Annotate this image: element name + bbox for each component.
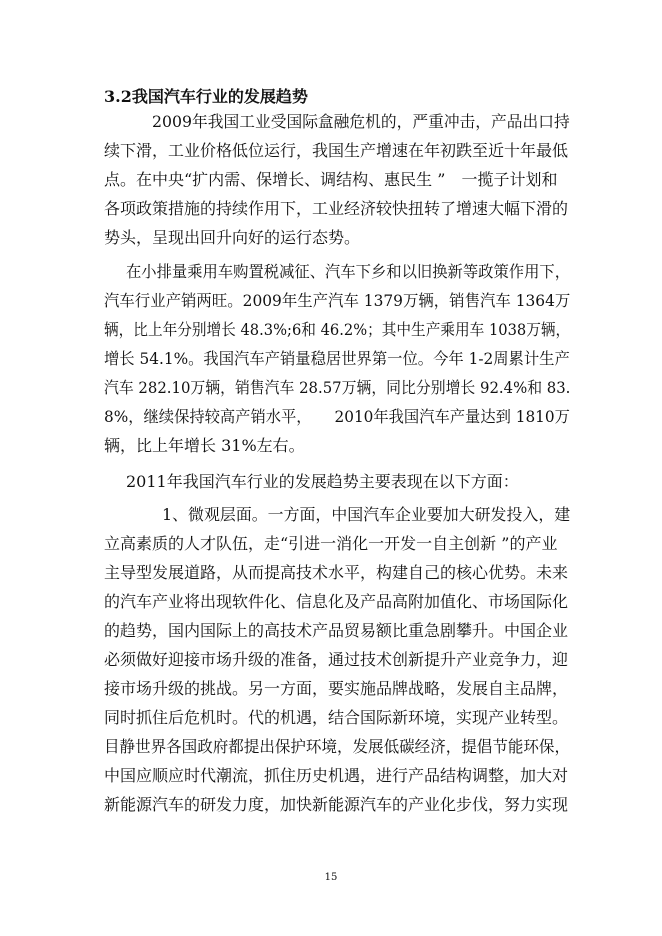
paragraph-3-line-1: 2011年我国汽车行业的发展趋势主要表现在以下方面：: [126, 472, 519, 491]
paragraph-4-line-2: 立高素质的人才队伍，走“引进一消化一开发一自主创新 ”的产业: [104, 534, 558, 553]
page-number: 15: [324, 872, 338, 883]
paragraph-4-line-7: 接市场升级的挑战。另一方面，要实施品牌战略，发展自主品牌，: [104, 679, 569, 698]
paragraph-4-line-9: 目静世界各国政府都提出保护环境，发展低碳经济，提倡节能环保，: [104, 737, 570, 756]
paragraph-4-line-10: 中国应顺应时代潮流，抓住历史机遇，进行产品结构调整，加大对: [104, 766, 569, 785]
section-heading: 3.2我国汽车行业的发展趋势: [104, 87, 308, 106]
paragraph-1-line-2: 续下滑，工业价格低位运行，我国生产增速在年初跌至近十年最低: [104, 141, 569, 160]
paragraph-4-line-4: 的汽车产业将出现软件化、信息化及产品高附加值化、市场国际化: [104, 592, 569, 611]
paragraph-1-line-3: 点。在中央“扩内需、保增长、调结构、惠民生 ” 一揽子计划和: [104, 170, 558, 189]
paragraph-1-line-4: 各项政策措施的持续作用下，工业经济较快扭转了增速大幅下滑的: [104, 199, 569, 218]
paragraph-4-line-1: 1、微观层面。一方面，中国汽车企业要加大研发投入，建: [162, 505, 571, 524]
paragraph-4-line-6: 必须做好迎接市场升级的准备，通过技术创新提升产业竞争力，迎: [104, 650, 569, 669]
paragraph-2-line-4: 增长 54.1%。我国汽车产销量稳居世界第一位。今年 1-2周累计生产: [104, 349, 570, 368]
paragraph-4-line-3: 主导型发展道路，从而提高技术水平，构建自己的核心优势。未来: [104, 563, 569, 582]
paragraph-2-line-3: 辆，比上年分别增长 48.3%;6和 46.2%；其中生产乘用车 1038万辆，: [104, 320, 571, 339]
paragraph-4-line-8: 同时抓住后危机时。代的机遇，结合国际新环境，实现产业转型。: [104, 708, 569, 727]
paragraph-4-line-5: 的趋势，国内国际上的高技术产品贸易额比重急剧攀升。中国企业: [104, 621, 569, 640]
paragraph-1-line-5: 势头，呈现出回升向好的运行态势。: [104, 228, 361, 247]
paragraph-2-line-1: 在小排量乘用车购置税减征、汽车下乡和以旧换新等政策作用下，: [126, 262, 571, 281]
paragraph-2-line-6: 8%，继续保持较高产销水平， 2010年我国汽车产量达到 1810万: [104, 407, 570, 426]
paragraph-2-line-2: 汽车行业产销两旺。2009年生产汽车 1379万辆，销售汽车 1364万: [104, 291, 571, 310]
paragraph-2-line-5: 汽车 282.10万辆，销售汽车 28.57万辆，同比分别增长 92.4%和 83.: [104, 378, 571, 397]
paragraph-1-line-1: 2009年我国工业受国际盒融危机的，严重冲击，产品出口持: [152, 112, 570, 131]
paragraph-4-line-11: 新能源汽车的研发力度，加快新能源汽车的产业化步伐，努力实现: [104, 795, 569, 814]
paragraph-2-line-7: 辆，比上年增长 31%左右。: [104, 436, 305, 455]
